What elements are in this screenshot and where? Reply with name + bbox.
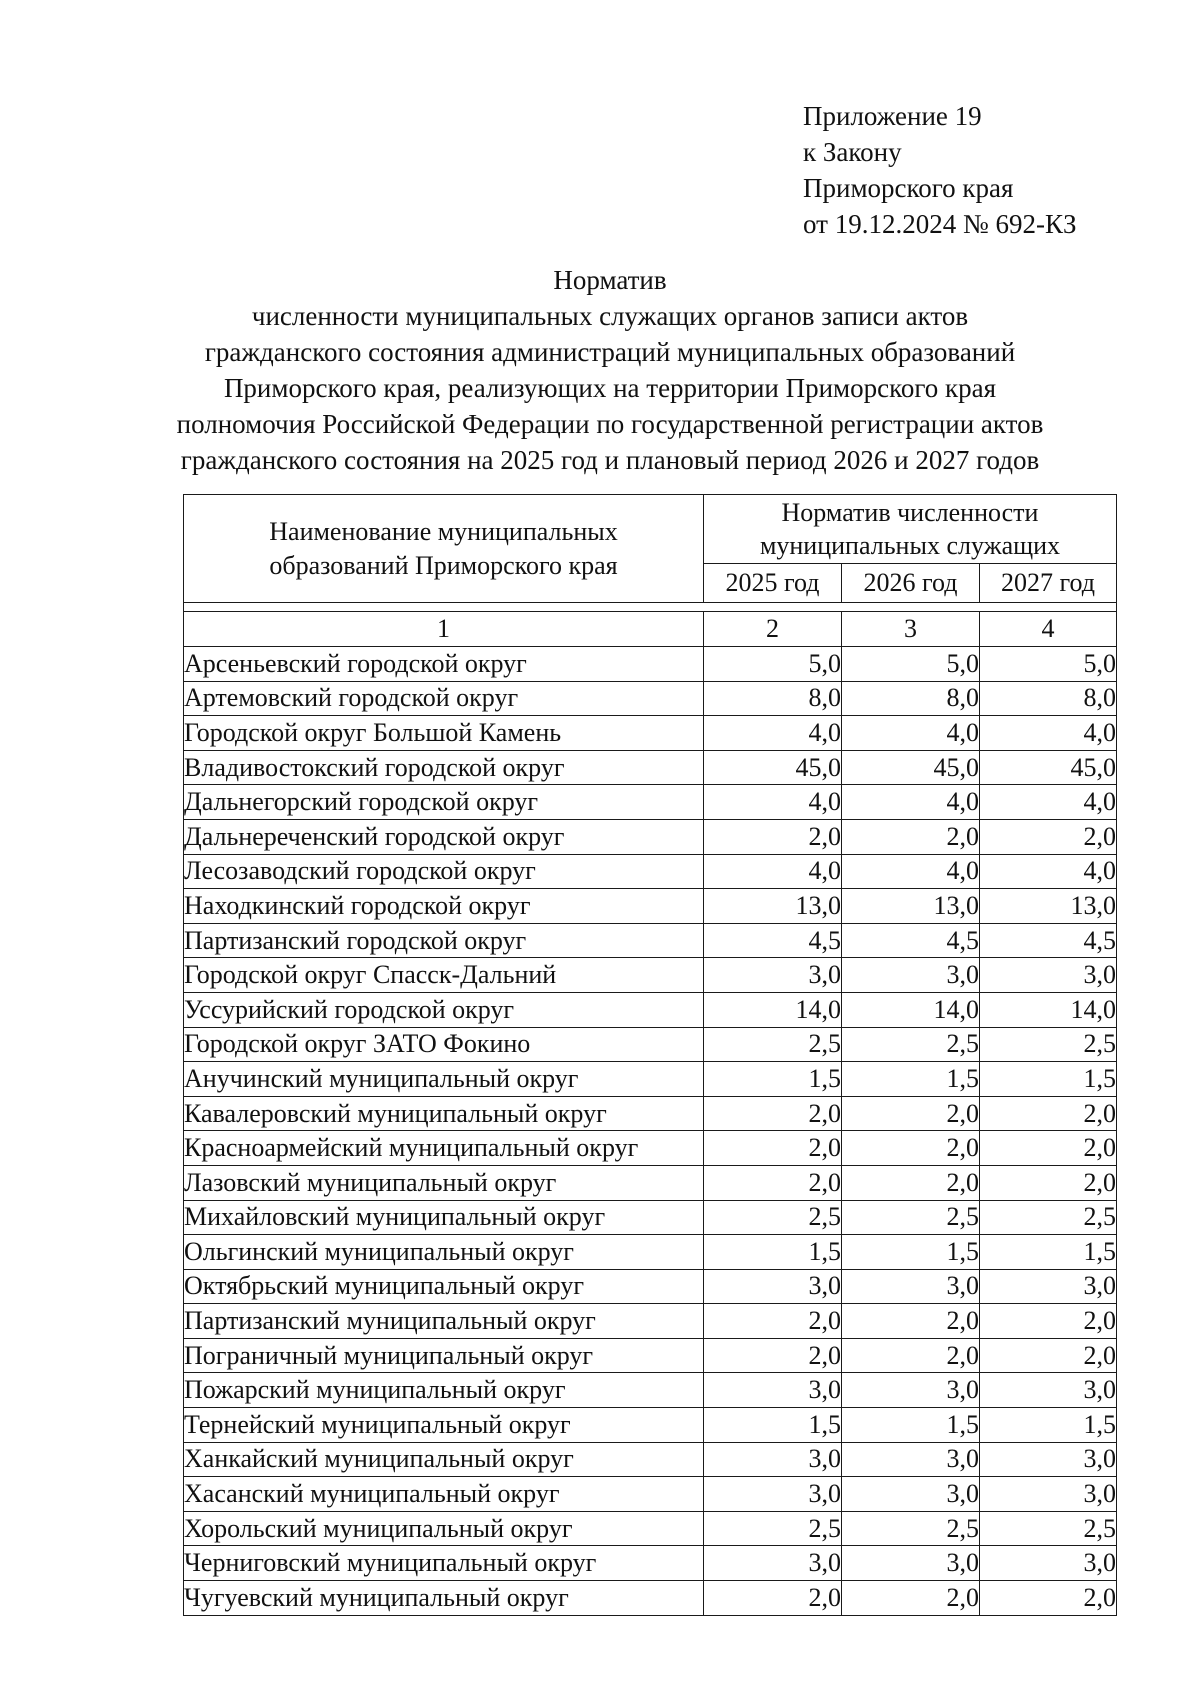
norm-2025-cell: 4,0 xyxy=(704,716,842,751)
norm-2025-cell: 4,0 xyxy=(704,854,842,889)
norm-2025-cell: 2,0 xyxy=(704,1581,842,1616)
norm-2027-cell: 2,5 xyxy=(980,1027,1117,1062)
title-line: численности муниципальных служащих органов записи актов xyxy=(251,301,969,331)
municipality-name-cell: Лазовский муниципальный округ xyxy=(184,1165,704,1200)
norm-2026-cell: 2,0 xyxy=(842,819,980,854)
staffing-norm-header-line: муниципальных служащих xyxy=(759,531,1061,560)
norm-2026-cell: 4,5 xyxy=(842,923,980,958)
norm-2025-cell: 2,0 xyxy=(704,1338,842,1373)
year-header-2025: 2025 год xyxy=(704,564,842,603)
norm-2027-cell: 4,0 xyxy=(980,785,1117,820)
norm-2026-cell: 4,0 xyxy=(842,785,980,820)
norm-2026-cell: 8,0 xyxy=(842,681,980,716)
norm-2025-cell: 2,5 xyxy=(704,1511,842,1546)
norm-2026-cell: 1,5 xyxy=(842,1235,980,1270)
municipality-name-cell: Октябрьский муниципальный округ xyxy=(184,1269,704,1304)
norm-2026-cell: 1,5 xyxy=(842,1062,980,1097)
municipality-name-cell: Черниговский муниципальный округ xyxy=(184,1546,704,1581)
norm-2026-cell: 2,0 xyxy=(842,1338,980,1373)
appendix-law-label: к Закону xyxy=(803,137,902,167)
table-row xyxy=(184,1511,1117,1546)
municipality-name-cell: Городской округ Спасск-Дальний xyxy=(184,958,704,993)
norm-2027-cell: 3,0 xyxy=(980,1373,1117,1408)
municipality-name-header-line: образований Приморского края xyxy=(269,550,618,580)
municipality-name-cell: Городской округ Большой Камень xyxy=(184,716,704,751)
norm-2025-cell: 2,5 xyxy=(704,1027,842,1062)
municipality-name-cell: Уссурийский городской округ xyxy=(184,992,704,1027)
norm-2026-cell: 45,0 xyxy=(842,750,980,785)
staffing-norm-header-line: Норматив численности xyxy=(781,498,1039,527)
table-row xyxy=(184,1477,1117,1512)
municipality-name-cell: Красноармейский муниципальный округ xyxy=(184,1131,704,1166)
table-row xyxy=(184,750,1117,785)
column-number: 1 xyxy=(184,612,704,647)
table-row xyxy=(184,1131,1117,1166)
norm-2025-cell: 8,0 xyxy=(704,681,842,716)
column-number-row xyxy=(184,612,1117,647)
year-header-2026: 2026 год xyxy=(842,564,980,603)
norm-2026-cell: 2,5 xyxy=(842,1200,980,1235)
table-row xyxy=(184,681,1117,716)
norm-2026-cell: 2,5 xyxy=(842,1511,980,1546)
norm-2025-cell: 4,5 xyxy=(704,923,842,958)
title-line: Приморского края, реализующих на территории Приморского края xyxy=(223,373,997,403)
table-row xyxy=(184,1200,1117,1235)
table-row xyxy=(184,647,1117,682)
norm-2026-cell: 2,5 xyxy=(842,1027,980,1062)
table-row xyxy=(184,1442,1117,1477)
title-line: полномочия Российской Федерации по государственной регистрации актов xyxy=(176,409,1044,439)
norm-2025-cell: 5,0 xyxy=(704,647,842,682)
norm-2026-cell: 2,0 xyxy=(842,1096,980,1131)
norm-2027-cell: 3,0 xyxy=(980,1269,1117,1304)
table-row xyxy=(184,854,1117,889)
norm-2026-cell: 2,0 xyxy=(842,1165,980,1200)
norm-2027-cell: 14,0 xyxy=(980,992,1117,1027)
table-row xyxy=(184,1304,1117,1339)
norm-2027-cell: 5,0 xyxy=(980,647,1117,682)
norm-2025-cell: 3,0 xyxy=(704,1477,842,1512)
norm-2025-cell: 1,5 xyxy=(704,1408,842,1443)
table-row xyxy=(184,1027,1117,1062)
norm-2025-cell: 3,0 xyxy=(704,958,842,993)
municipality-name-cell: Лесозаводский городской округ xyxy=(184,854,704,889)
norm-2027-cell: 3,0 xyxy=(980,958,1117,993)
municipality-name-cell: Находкинский городской округ xyxy=(184,889,704,924)
title-heading: Норматив xyxy=(553,265,667,295)
table-row xyxy=(184,1062,1117,1097)
norm-2026-cell: 2,0 xyxy=(842,1304,980,1339)
table-row xyxy=(184,1235,1117,1270)
table-row xyxy=(184,1581,1117,1616)
norm-2026-cell: 3,0 xyxy=(842,1373,980,1408)
table-row xyxy=(184,819,1117,854)
norm-2027-cell: 1,5 xyxy=(980,1062,1117,1097)
appendix-date-number: от 19.12.2024 № 692-КЗ xyxy=(803,209,1077,239)
norm-2026-cell: 1,5 xyxy=(842,1408,980,1443)
appendix-region: Приморского края xyxy=(803,173,1014,203)
table-row xyxy=(184,992,1117,1027)
norm-2025-cell: 3,0 xyxy=(704,1546,842,1581)
norm-2025-cell: 13,0 xyxy=(704,889,842,924)
municipality-name-header xyxy=(184,495,704,603)
table-row xyxy=(184,1373,1117,1408)
norm-2026-cell: 3,0 xyxy=(842,1442,980,1477)
norm-2026-cell: 3,0 xyxy=(842,958,980,993)
norm-2027-cell: 3,0 xyxy=(980,1477,1117,1512)
municipality-name-cell: Кавалеровский муниципальный округ xyxy=(184,1096,704,1131)
table-row xyxy=(184,1165,1117,1200)
norm-2027-cell: 1,5 xyxy=(980,1408,1117,1443)
municipality-name-cell: Ханкайский муниципальный округ xyxy=(184,1442,704,1477)
table-row xyxy=(184,716,1117,751)
norm-2026-cell: 4,0 xyxy=(842,716,980,751)
municipality-name-cell: Пожарский муниципальный округ xyxy=(184,1373,704,1408)
norm-2025-cell: 1,5 xyxy=(704,1062,842,1097)
municipality-name-header-line: Наименование муниципальных xyxy=(269,516,618,546)
table-row xyxy=(184,1338,1117,1373)
municipality-name-cell: Артемовский городской округ xyxy=(184,681,704,716)
norm-2027-cell: 2,0 xyxy=(980,819,1117,854)
table-row xyxy=(184,785,1117,820)
table-row xyxy=(184,1096,1117,1131)
appendix-reference xyxy=(803,98,1076,242)
header-gap xyxy=(184,603,1117,612)
norm-2027-cell: 3,0 xyxy=(980,1442,1117,1477)
norm-2025-cell: 4,0 xyxy=(704,785,842,820)
municipality-name-cell: Хасанский муниципальный округ xyxy=(184,1477,704,1512)
municipality-name-cell: Тернейский муниципальный округ xyxy=(184,1408,704,1443)
norm-2027-cell: 2,0 xyxy=(980,1304,1117,1339)
norm-2027-cell: 2,0 xyxy=(980,1338,1117,1373)
norm-2025-cell: 2,0 xyxy=(704,819,842,854)
norm-2025-cell: 2,5 xyxy=(704,1200,842,1235)
norm-2025-cell: 2,0 xyxy=(704,1304,842,1339)
municipality-name-cell: Партизанский муниципальный округ xyxy=(184,1304,704,1339)
norm-2025-cell: 2,0 xyxy=(704,1165,842,1200)
norm-2026-cell: 3,0 xyxy=(842,1477,980,1512)
norm-2026-cell: 14,0 xyxy=(842,992,980,1027)
table-row xyxy=(184,1408,1117,1443)
municipality-name-cell: Дальнереченский городской округ xyxy=(184,819,704,854)
norm-2025-cell: 3,0 xyxy=(704,1373,842,1408)
table-row xyxy=(184,1546,1117,1581)
norm-2027-cell: 2,5 xyxy=(980,1200,1117,1235)
norm-2025-cell: 3,0 xyxy=(704,1442,842,1477)
appendix-number: Приложение 19 xyxy=(803,101,982,131)
municipality-name-cell: Арсеньевский городской округ xyxy=(184,647,704,682)
norm-2026-cell: 3,0 xyxy=(842,1546,980,1581)
norm-2027-cell: 4,0 xyxy=(980,716,1117,751)
table-row xyxy=(184,889,1117,924)
norm-2027-cell: 13,0 xyxy=(980,889,1117,924)
table-row xyxy=(184,923,1117,958)
municipality-name-cell: Партизанский городской округ xyxy=(184,923,704,958)
norm-2025-cell: 2,0 xyxy=(704,1131,842,1166)
column-number: 3 xyxy=(842,612,980,647)
norm-2027-cell: 2,0 xyxy=(980,1096,1117,1131)
norm-2027-cell: 45,0 xyxy=(980,750,1117,785)
municipality-name-cell: Чугуевский муниципальный округ xyxy=(184,1581,704,1616)
norm-2025-cell: 45,0 xyxy=(704,750,842,785)
municipality-name-cell: Дальнегорский городской округ xyxy=(184,785,704,820)
staffing-norm-header xyxy=(704,495,1117,564)
municipality-name-cell: Городской округ ЗАТО Фокино xyxy=(184,1027,704,1062)
norm-2026-cell: 2,0 xyxy=(842,1581,980,1616)
norm-2026-cell: 13,0 xyxy=(842,889,980,924)
norm-2027-cell: 2,0 xyxy=(980,1581,1117,1616)
municipality-name-cell: Пограничный муниципальный округ xyxy=(184,1338,704,1373)
table-row xyxy=(184,1269,1117,1304)
norm-2025-cell: 3,0 xyxy=(704,1269,842,1304)
municipality-name-cell: Анучинский муниципальный округ xyxy=(184,1062,704,1097)
municipality-name-cell: Владивостокский городской округ xyxy=(184,750,704,785)
norm-2027-cell: 1,5 xyxy=(980,1235,1117,1270)
norm-2027-cell: 3,0 xyxy=(980,1546,1117,1581)
norm-2027-cell: 2,0 xyxy=(980,1165,1117,1200)
norm-2025-cell: 14,0 xyxy=(704,992,842,1027)
municipality-name-cell: Михайловский муниципальный округ xyxy=(184,1200,704,1235)
table-row xyxy=(184,958,1117,993)
municipality-name-cell: Хорольский муниципальный округ xyxy=(184,1511,704,1546)
norm-2026-cell: 3,0 xyxy=(842,1269,980,1304)
norm-2027-cell: 8,0 xyxy=(980,681,1117,716)
document-title xyxy=(150,262,1070,478)
norm-2027-cell: 4,5 xyxy=(980,923,1117,958)
norm-2026-cell: 5,0 xyxy=(842,647,980,682)
municipality-name-cell: Ольгинский муниципальный округ xyxy=(184,1235,704,1270)
norm-2027-cell: 2,0 xyxy=(980,1131,1117,1166)
norm-2027-cell: 4,0 xyxy=(980,854,1117,889)
norm-2026-cell: 4,0 xyxy=(842,854,980,889)
column-number: 2 xyxy=(704,612,842,647)
staffing-norm-table xyxy=(183,494,1117,1616)
norm-2026-cell: 2,0 xyxy=(842,1131,980,1166)
norm-2027-cell: 2,5 xyxy=(980,1511,1117,1546)
title-line: гражданского состояния администраций муниципальных образований xyxy=(204,337,1016,367)
norm-2025-cell: 2,0 xyxy=(704,1096,842,1131)
column-number: 4 xyxy=(980,612,1117,647)
norm-2025-cell: 1,5 xyxy=(704,1235,842,1270)
title-line: гражданского состояния на 2025 год и плановый период 2026 и 2027 годов xyxy=(180,445,1040,475)
year-header-2027: 2027 год xyxy=(980,564,1117,603)
